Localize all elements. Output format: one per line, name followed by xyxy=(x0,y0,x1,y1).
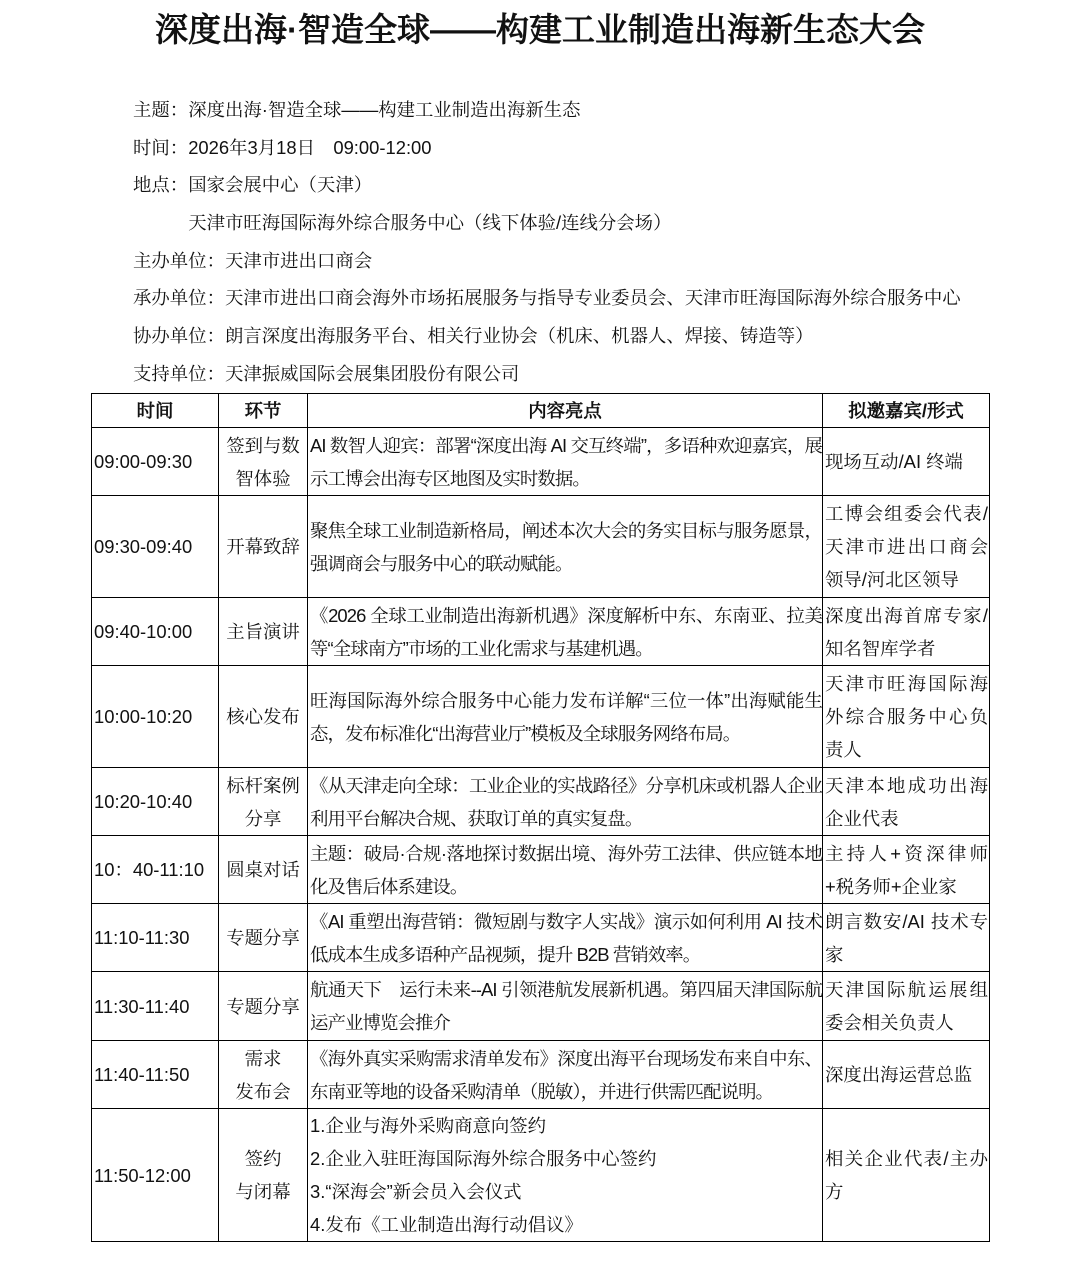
row-time: 10:00-10:20 xyxy=(92,666,219,768)
row-content: 《AI 重塑出海营销：微短剧与数字人实战》演示如何利用 AI 技术低成本生成多语种产品视频，提升 B2B 营销效率。 xyxy=(308,904,823,972)
table-row xyxy=(92,496,990,598)
row-time: 09:30-09:40 xyxy=(92,496,219,598)
row-time: 09:40-10:00 xyxy=(92,598,219,666)
row-content: 《2026 全球工业制造出海新机遇》深度解析中东、东南亚、拉美等“全球南方”市场的工业化需求与基建机遇。 xyxy=(308,598,823,666)
table-row xyxy=(92,972,990,1041)
info-label: 支持单位： xyxy=(133,362,225,384)
row-content: 《海外真实采购需求清单发布》深度出海平台现场发布来自中东、东南亚等地的设备采购清单（脱敏），并进行供需匹配说明。 xyxy=(308,1041,823,1109)
row-guests: 现场互动/AI 终端 xyxy=(823,428,990,496)
info-label: 主办单位： xyxy=(133,249,225,271)
row-content: 旺海国际海外综合服务中心能力发布详解“三位一体”出海赋能生态，发布标准化“出海营业厅”模板及全球服务网络布局。 xyxy=(308,666,823,768)
header-stage: 环节 xyxy=(219,394,308,428)
row-stage: 需求 发布会 xyxy=(219,1041,308,1109)
row-time: 09:00-09:30 xyxy=(92,428,219,496)
row-guests: 天津市旺海国际海外综合服务中心负责人 xyxy=(823,666,990,768)
row-content: AI 数智人迎宾：部署“深度出海 AI 交互终端”，多语种欢迎嘉宾，展示工博会出海专区地图及实时数据。 xyxy=(308,428,823,496)
table-header-row xyxy=(92,394,990,428)
info-venue xyxy=(133,166,1053,204)
info-label: 协办单位： xyxy=(133,325,225,347)
list-item: 2.企业入驻旺海国际海外综合服务中心签约 xyxy=(310,1148,657,1169)
row-time: 11:50-12:00 xyxy=(92,1109,219,1242)
table-row xyxy=(92,768,990,836)
row-guests: 工博会组委会代表/天津市进出口商会领导/河北区领导 xyxy=(823,496,990,598)
row-guests: 主持人+资深律师+税务师+企业家 xyxy=(823,836,990,904)
row-content: 《从天津走向全球：工业企业的实战路径》分享机床或机器人企业利用平台解决合规、获取订单的真实复盘。 xyxy=(308,768,823,836)
row-guests: 相关企业代表/主办方 xyxy=(823,1109,990,1242)
info-label: 时间： xyxy=(133,136,189,158)
row-stage: 标杆案例分享 xyxy=(219,768,308,836)
info-label: 地点： xyxy=(133,174,189,196)
row-guests: 天津本地成功出海企业代表 xyxy=(823,768,990,836)
row-time: 10:20-10:40 xyxy=(92,768,219,836)
row-stage: 签约 与闭幕 xyxy=(219,1109,308,1242)
info-value: 天津市进出口商会 xyxy=(224,249,373,271)
info-organizer xyxy=(133,279,1053,317)
table-row xyxy=(92,428,990,496)
agenda-table xyxy=(91,393,990,1242)
info-value: 2026年3月18日 09:00-12:00 xyxy=(188,136,432,158)
info-host xyxy=(133,242,1053,280)
table-row xyxy=(92,1109,990,1242)
table-row xyxy=(92,1041,990,1109)
row-guests: 天津国际航运展组委会相关负责人 xyxy=(823,972,990,1041)
event-info xyxy=(133,91,1053,393)
info-value: 国家会展中心（天津） xyxy=(188,174,373,196)
info-label: 承办单位： xyxy=(133,287,225,309)
info-value: 深度出海·智造全球——构建工业制造出海新生态 xyxy=(188,99,581,120)
row-guests: 深度出海首席专家/知名智库学者 xyxy=(823,598,990,666)
list-item: 4.发布《工业制造出海行动倡议》 xyxy=(310,1214,583,1235)
row-guests: 朗言数安/AI 技术专家 xyxy=(823,904,990,972)
row-stage: 专题分享 xyxy=(219,972,308,1041)
header-content: 内容亮点 xyxy=(308,394,823,428)
row-stage: 核心发布 xyxy=(219,666,308,768)
row-stage: 专题分享 xyxy=(219,904,308,972)
row-content: 聚焦全球工业制造新格局，阐述本次大会的务实目标与服务愿景，强调商会与服务中心的联动赋能。 xyxy=(308,496,823,598)
header-guests: 拟邀嘉宾/形式 xyxy=(823,394,990,428)
info-value: 朗言深度出海服务平台、相关行业协会（机床、机器人、焊接、铸造等） xyxy=(224,325,814,347)
info-supporter xyxy=(133,355,1053,393)
row-time: 11:10-11:30 xyxy=(92,904,219,972)
info-label: 主题： xyxy=(133,99,189,120)
list-item: 3.“深海会”新会员入会仪式 xyxy=(310,1181,522,1202)
info-venue-sub xyxy=(133,204,1053,242)
document-title: 深度出海·智造全球——构建工业制造出海新生态大会 xyxy=(155,11,925,48)
row-time: 10：40-11:10 xyxy=(92,836,219,904)
info-value: 天津市旺海国际海外综合服务中心（线下体验/连线分会场） xyxy=(188,212,672,234)
row-guests: 深度出海运营总监 xyxy=(823,1041,990,1109)
row-stage: 主旨演讲 xyxy=(219,598,308,666)
header-time: 时间 xyxy=(92,394,219,428)
row-stage: 圆桌对话 xyxy=(219,836,308,904)
row-content: 航通天下 运行未来--AI 引领港航发展新机遇。第四届天津国际航运产业博览会推介 xyxy=(308,972,823,1041)
info-time xyxy=(133,129,1053,167)
row-time: 11:30-11:40 xyxy=(92,972,219,1041)
table-row xyxy=(92,836,990,904)
table-row xyxy=(92,904,990,972)
table-row xyxy=(92,666,990,768)
row-time: 11:40-11:50 xyxy=(92,1041,219,1109)
info-value: 天津振威国际会展集团股份有限公司 xyxy=(224,362,520,384)
row-content-list xyxy=(308,1109,823,1242)
table-row xyxy=(92,598,990,666)
info-value: 天津市进出口商会海外市场拓展服务与指导专业委员会、天津市旺海国际海外综合服务中心 xyxy=(224,287,961,309)
info-theme xyxy=(133,91,1053,129)
row-stage: 开幕致辞 xyxy=(219,496,308,598)
list-item: 1.企业与海外采购商意向签约 xyxy=(310,1115,547,1136)
info-co-organizer xyxy=(133,317,1053,355)
row-content: 主题：破局·合规·落地探讨数据出境、海外劳工法律、供应链本地化及售后体系建设。 xyxy=(308,836,823,904)
row-stage: 签到与数智体验 xyxy=(219,428,308,496)
